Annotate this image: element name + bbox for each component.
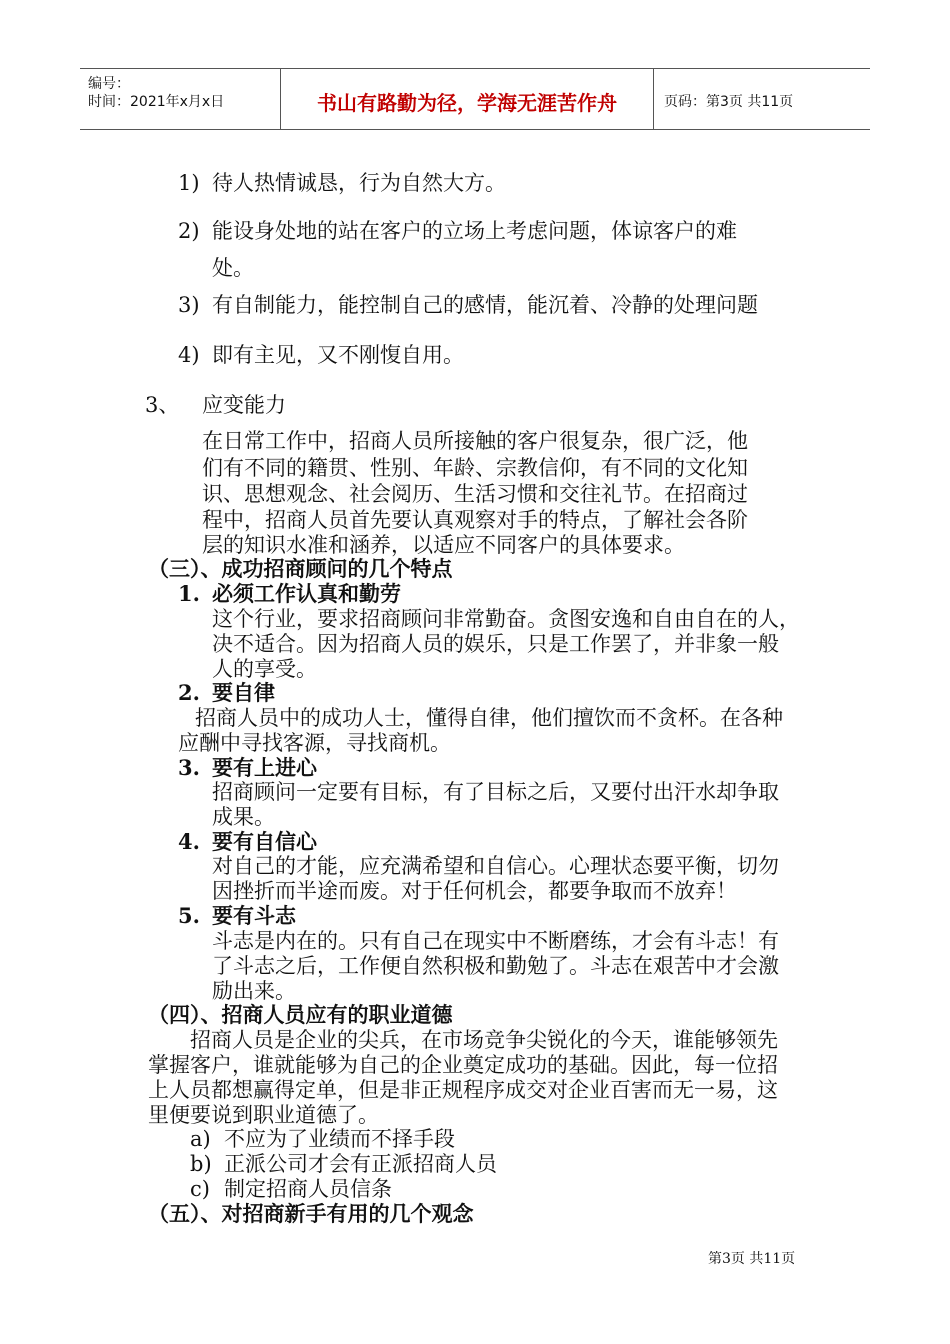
list-item-number: 2) — [178, 219, 200, 243]
paragraph-line: 斗志是内在的。只有自己在现实中不断磨练，才会有斗志！有 — [212, 929, 779, 953]
section-heading: （三）、成功招商顾问的几个特点 — [148, 556, 453, 581]
paragraph-line: 招商人员中的成功人士，懂得自律，他们擅饮而不贪杯。在各种 — [195, 706, 783, 730]
paragraph-line: 人的享受。 — [212, 657, 317, 681]
list-item-text: 即有主见，又不刚愎自用。 — [212, 343, 464, 367]
paragraph-line: 对自己的才能，应充满希望和自信心。心理状态要平衡，切勿 — [212, 854, 779, 878]
header-page-number: 页码：第3页 共11页 — [664, 94, 794, 110]
item-title: 要自律 — [212, 680, 275, 705]
page-header — [80, 68, 870, 130]
paragraph-line: 程中，招商人员首先要认真观察对手的特点，了解社会各阶 — [202, 508, 748, 532]
paragraph-line: 应酬中寻找客源，寻找商机。 — [178, 731, 451, 755]
item-number: 3. — [178, 755, 200, 780]
paragraph-line: 决不适合。因为招商人员的娱乐，只是工作罢了，并非象一般 — [212, 632, 779, 656]
paragraph-line: 了斗志之后，工作便自然积极和勤勉了。斗志在艰苦中才会激 — [212, 954, 779, 978]
paragraph-line: 成果。 — [212, 805, 275, 829]
item-title: 要有斗志 — [212, 903, 296, 928]
list-item-text: 有自制能力，能控制自己的感情，能沉着、冷静的处理问题 — [212, 293, 758, 317]
paragraph-line: 里便要说到职业道德了。 — [148, 1103, 379, 1127]
section-heading: （五）、对招商新手有用的几个观念 — [148, 1201, 474, 1226]
list-item-letter: b) — [190, 1152, 212, 1176]
list-item-text: 待人热情诚恳，行为自然大方。 — [212, 171, 506, 195]
paragraph-line: 招商顾问一定要有目标，有了目标之后，又要付出汗水却争取 — [212, 780, 779, 804]
item-number: 2. — [178, 680, 200, 705]
list-item-text: 不应为了业绩而不择手段 — [224, 1127, 455, 1151]
header-motto-cell — [281, 69, 654, 129]
document-number-label: 编号： — [88, 76, 130, 92]
header-motto: 书山有路勤为径，学海无涯苦作舟 — [317, 91, 617, 115]
list-item-number: 1) — [178, 171, 200, 195]
paragraph-line: 层的知识水准和涵养，以适应不同客户的具体要求。 — [202, 533, 685, 557]
subsection-number: 3、 — [145, 393, 180, 417]
item-number: 5. — [178, 903, 200, 928]
subsection-title: 应变能力 — [202, 393, 286, 417]
item-title: 要有上进心 — [212, 755, 317, 780]
item-number: 4. — [178, 829, 200, 854]
page-footer: 第3页 共11页 — [708, 1251, 796, 1267]
header-info-cell — [80, 69, 281, 129]
item-number: 1. — [178, 581, 200, 606]
list-item-letter: a) — [190, 1127, 211, 1151]
item-title: 要有自信心 — [212, 829, 317, 854]
paragraph-line: 识、思想观念、社会阅历、生活习惯和交往礼节。在招商过 — [202, 482, 748, 506]
item-title: 必须工作认真和勤劳 — [212, 581, 401, 606]
list-item-letter: c) — [190, 1177, 210, 1201]
paragraph-line: 掌握客户，谁就能够为自己的企业奠定成功的基础。因此，每一位招 — [148, 1053, 778, 1077]
section-heading: （四）、招商人员应有的职业道德 — [148, 1002, 453, 1027]
paragraph-line: 这个行业，要求招商顾问非常勤奋。贪图安逸和自由自在的人， — [212, 607, 800, 631]
document-date-label: 时间：2021年x月x日 — [88, 94, 225, 110]
paragraph-line: 上人员都想赢得定单，但是非正规程序成交对企业百害而无一易，这 — [148, 1078, 778, 1102]
paragraph-line: 因挫折而半途而废。对于任何机会，都要争取而不放弃！ — [212, 879, 737, 903]
list-item-text-continued: 处。 — [212, 256, 254, 280]
header-page-cell — [654, 69, 870, 129]
paragraph-line: 在日常工作中，招商人员所接触的客户很复杂，很广泛，他 — [202, 429, 748, 453]
paragraph-line: 们有不同的籍贯、性别、年龄、宗教信仰，有不同的文化知 — [202, 456, 748, 480]
list-item-text: 制定招商人员信条 — [224, 1177, 392, 1201]
list-item-number: 4) — [178, 343, 200, 367]
list-item-number: 3) — [178, 293, 200, 317]
list-item-text: 能设身处地的站在客户的立场上考虑问题，体谅客户的难 — [212, 219, 737, 243]
paragraph-line: 励出来。 — [212, 979, 296, 1003]
list-item-text: 正派公司才会有正派招商人员 — [224, 1152, 497, 1176]
paragraph-line: 招商人员是企业的尖兵，在市场竞争尖锐化的今天，谁能够领先 — [190, 1028, 778, 1052]
